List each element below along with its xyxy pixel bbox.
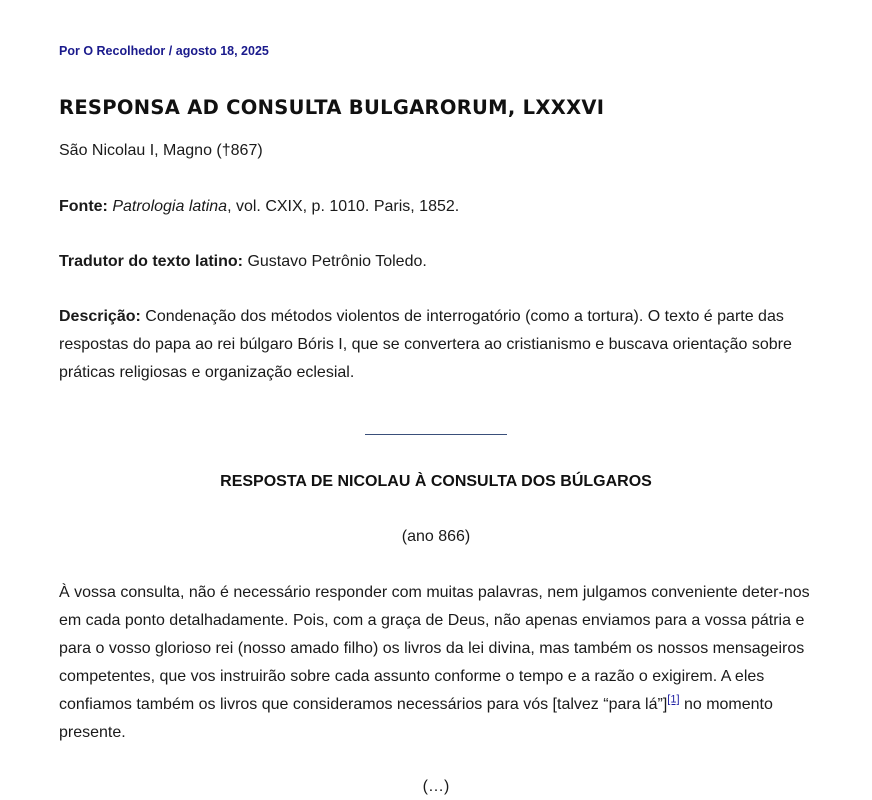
description-paragraph (59, 303, 819, 387)
post-date: agosto 18, 2025 (175, 44, 269, 58)
footnote-superscript (667, 694, 679, 706)
footnote-link[interactable]: [1] (667, 693, 680, 706)
translator-name: Gustavo Petrônio Toledo. (243, 253, 427, 270)
meta-separator: / (168, 44, 173, 58)
author-link[interactable]: O Recolhedor (83, 44, 166, 58)
body-paragraph (59, 579, 819, 747)
section-heading: RESPOSTA DE NICOLAU À CONSULTA DOS BÚLGAROS (220, 473, 652, 490)
source-line (59, 193, 819, 221)
translator-label: Tradutor do texto latino: (59, 253, 243, 270)
source-label: Fonte: (59, 198, 108, 215)
post-meta (59, 44, 269, 58)
section-year: (ano 866) (401, 528, 471, 545)
author-line: São Nicolau I, Magno (†867) (59, 142, 263, 159)
meta-prefix: Por (59, 44, 80, 58)
translator-line (59, 248, 819, 276)
source-work: Patrologia latina (112, 198, 228, 215)
description-text: Condenação dos métodos violentos de interrogatório (como a tortura). O texto é parte das respostas do papa ao rei búlgaro Bóris I, que se convertera ao cristianismo e buscava orientação sobre práticas religiosas e organização eclesial. (59, 308, 792, 381)
body-text-end: no momento presente. (59, 696, 773, 741)
omission-ellipsis: (…) (422, 778, 450, 795)
source-details: , vol. CXIX, p. 1010. Paris, 1852. (227, 198, 460, 215)
section-divider (365, 434, 507, 435)
description-label: Descrição: (59, 308, 141, 325)
page-title: RESPONSA AD CONSULTA BULGARORUM, LXXXVI (59, 96, 605, 119)
body-text-main: À vossa consulta, não é necessário responder com muitas palavras, nem julgamos conveniente deter-nos em cada ponto detalhadamente. Pois, com a graça de Deus, não apenas enviamos para a vossa pátria e para o vosso glorioso rei (nosso amado filho) os livros da lei divina, mas também os nossos mensageiros competentes, que vos instruirão sobre cada assunto conforme o tempo e a razão o exigirem. A eles confiamos também os livros que consideramos necessários para vós [talvez “para lá”] (59, 584, 810, 713)
